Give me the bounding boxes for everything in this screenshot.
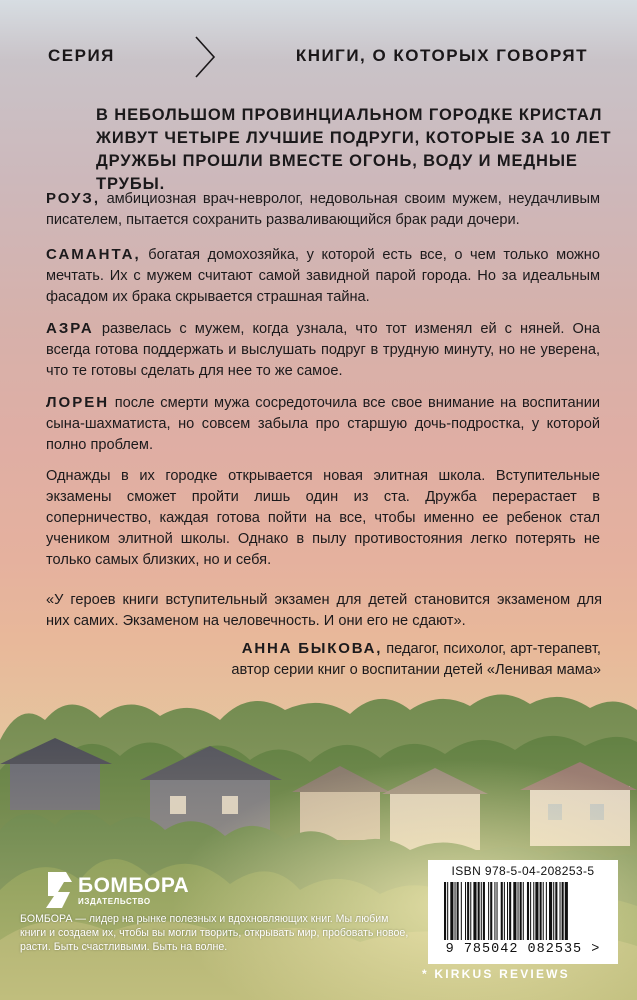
quote-author-role-2: автор серии книг о воспитании детей «Ленивая мама»: [231, 662, 601, 678]
character-text: развелась с мужем, когда узнала, что тот изменял ей с няней. Она всегда готова поддержать и выслушать подруг в трудную минуту, но не уверена, что те готовы сделать для нее то же самое.: [46, 321, 600, 379]
quote-attribution: [81, 638, 601, 681]
series-name: КНИГИ, О КОТОРЫХ ГОВОРЯТ: [295, 46, 588, 65]
synopsis-paragraph: Однажды в их городке открывается новая элитная школа. Вступительные экзамены сможет пройти лишь один из ста. Дружба перерастает в соперничество, каждая готова пойти на все, чтобы именно ее ребенок стал учеником элитной школы. Однако в пылу противостояния легко потерять не только самых близких, но и себя.: [46, 468, 600, 568]
chevron-right-icon: [190, 34, 220, 80]
publisher-name: БОМБОРА: [78, 874, 190, 897]
character-name: САМАНТА,: [46, 246, 141, 263]
publisher-description: БОМБОРА — лидер на рынке полезных и вдохновляющих книг. Мы любим книги и создаем их, чтобы вы могли творить, открывать мир, пробовать новое, расти. Быть счастливыми. Быть на волне.: [20, 913, 409, 953]
character-name: РОУЗ,: [46, 190, 100, 207]
series-banner: [22, 30, 622, 88]
character-lauren: [46, 392, 600, 456]
publisher-subtitle: ИЗДАТЕЛЬСТВО: [78, 897, 151, 906]
character-text: богатая домохозяйка, у которой есть все, о чем только можно мечтать. Их с мужем считают самой завидной парой города. Но за идеальным фасадом их брака скрывается страшная тайна.: [46, 247, 600, 305]
barcode-digits: 9 785042 082535 >: [445, 942, 601, 957]
isbn-number: ISBN 978-5-04-208253-5: [451, 864, 595, 878]
quote-author: АННА БЫКОВА,: [241, 640, 383, 657]
review-source: * KIRKUS REVIEWS: [422, 967, 570, 981]
character-name: ЛОРЕН: [46, 394, 110, 411]
isbn-barcode: [428, 860, 618, 964]
character-name: АЗРА: [46, 320, 94, 337]
character-text: амбициозная врач-невролог, недовольная своим мужем, неудачливым писателем, пытается сохранить разваливающийся брак ради дочери.: [46, 191, 600, 228]
character-azra: [46, 318, 600, 382]
series-label: СЕРИЯ: [48, 46, 115, 65]
quote-author-role: педагог, психолог, арт-терапевт,: [386, 641, 601, 657]
review-quote: «У героев книги вступительный экзамен для детей становится экзаменом для них самих. Экзаменом на человечность. И они его не сдают».: [46, 592, 602, 629]
character-samantha: [46, 244, 600, 308]
barcode-icon: [442, 882, 610, 940]
character-rose: [46, 188, 600, 231]
character-text: после смерти мужа сосредоточила все свое внимание на воспитании сына-шахматиста, но совсем забыла про старшую дочь-подростка, у которой полно проблем.: [46, 395, 601, 453]
lead-paragraph: В НЕБОЛЬШОМ ПРОВИНЦИАЛЬНОМ ГОРОДКЕ КРИСТАЛ ЖИВУТ ЧЕТЫРЕ ЛУЧШИЕ ПОДРУГИ, КОТОРЫЕ ЗА 10 ЛЕТ ДРУЖБЫ ПРОШЛИ ВМЕСТЕ ОГОНЬ, ВОДУ И МЕДНЫЕ ТРУБЫ.: [96, 106, 612, 193]
